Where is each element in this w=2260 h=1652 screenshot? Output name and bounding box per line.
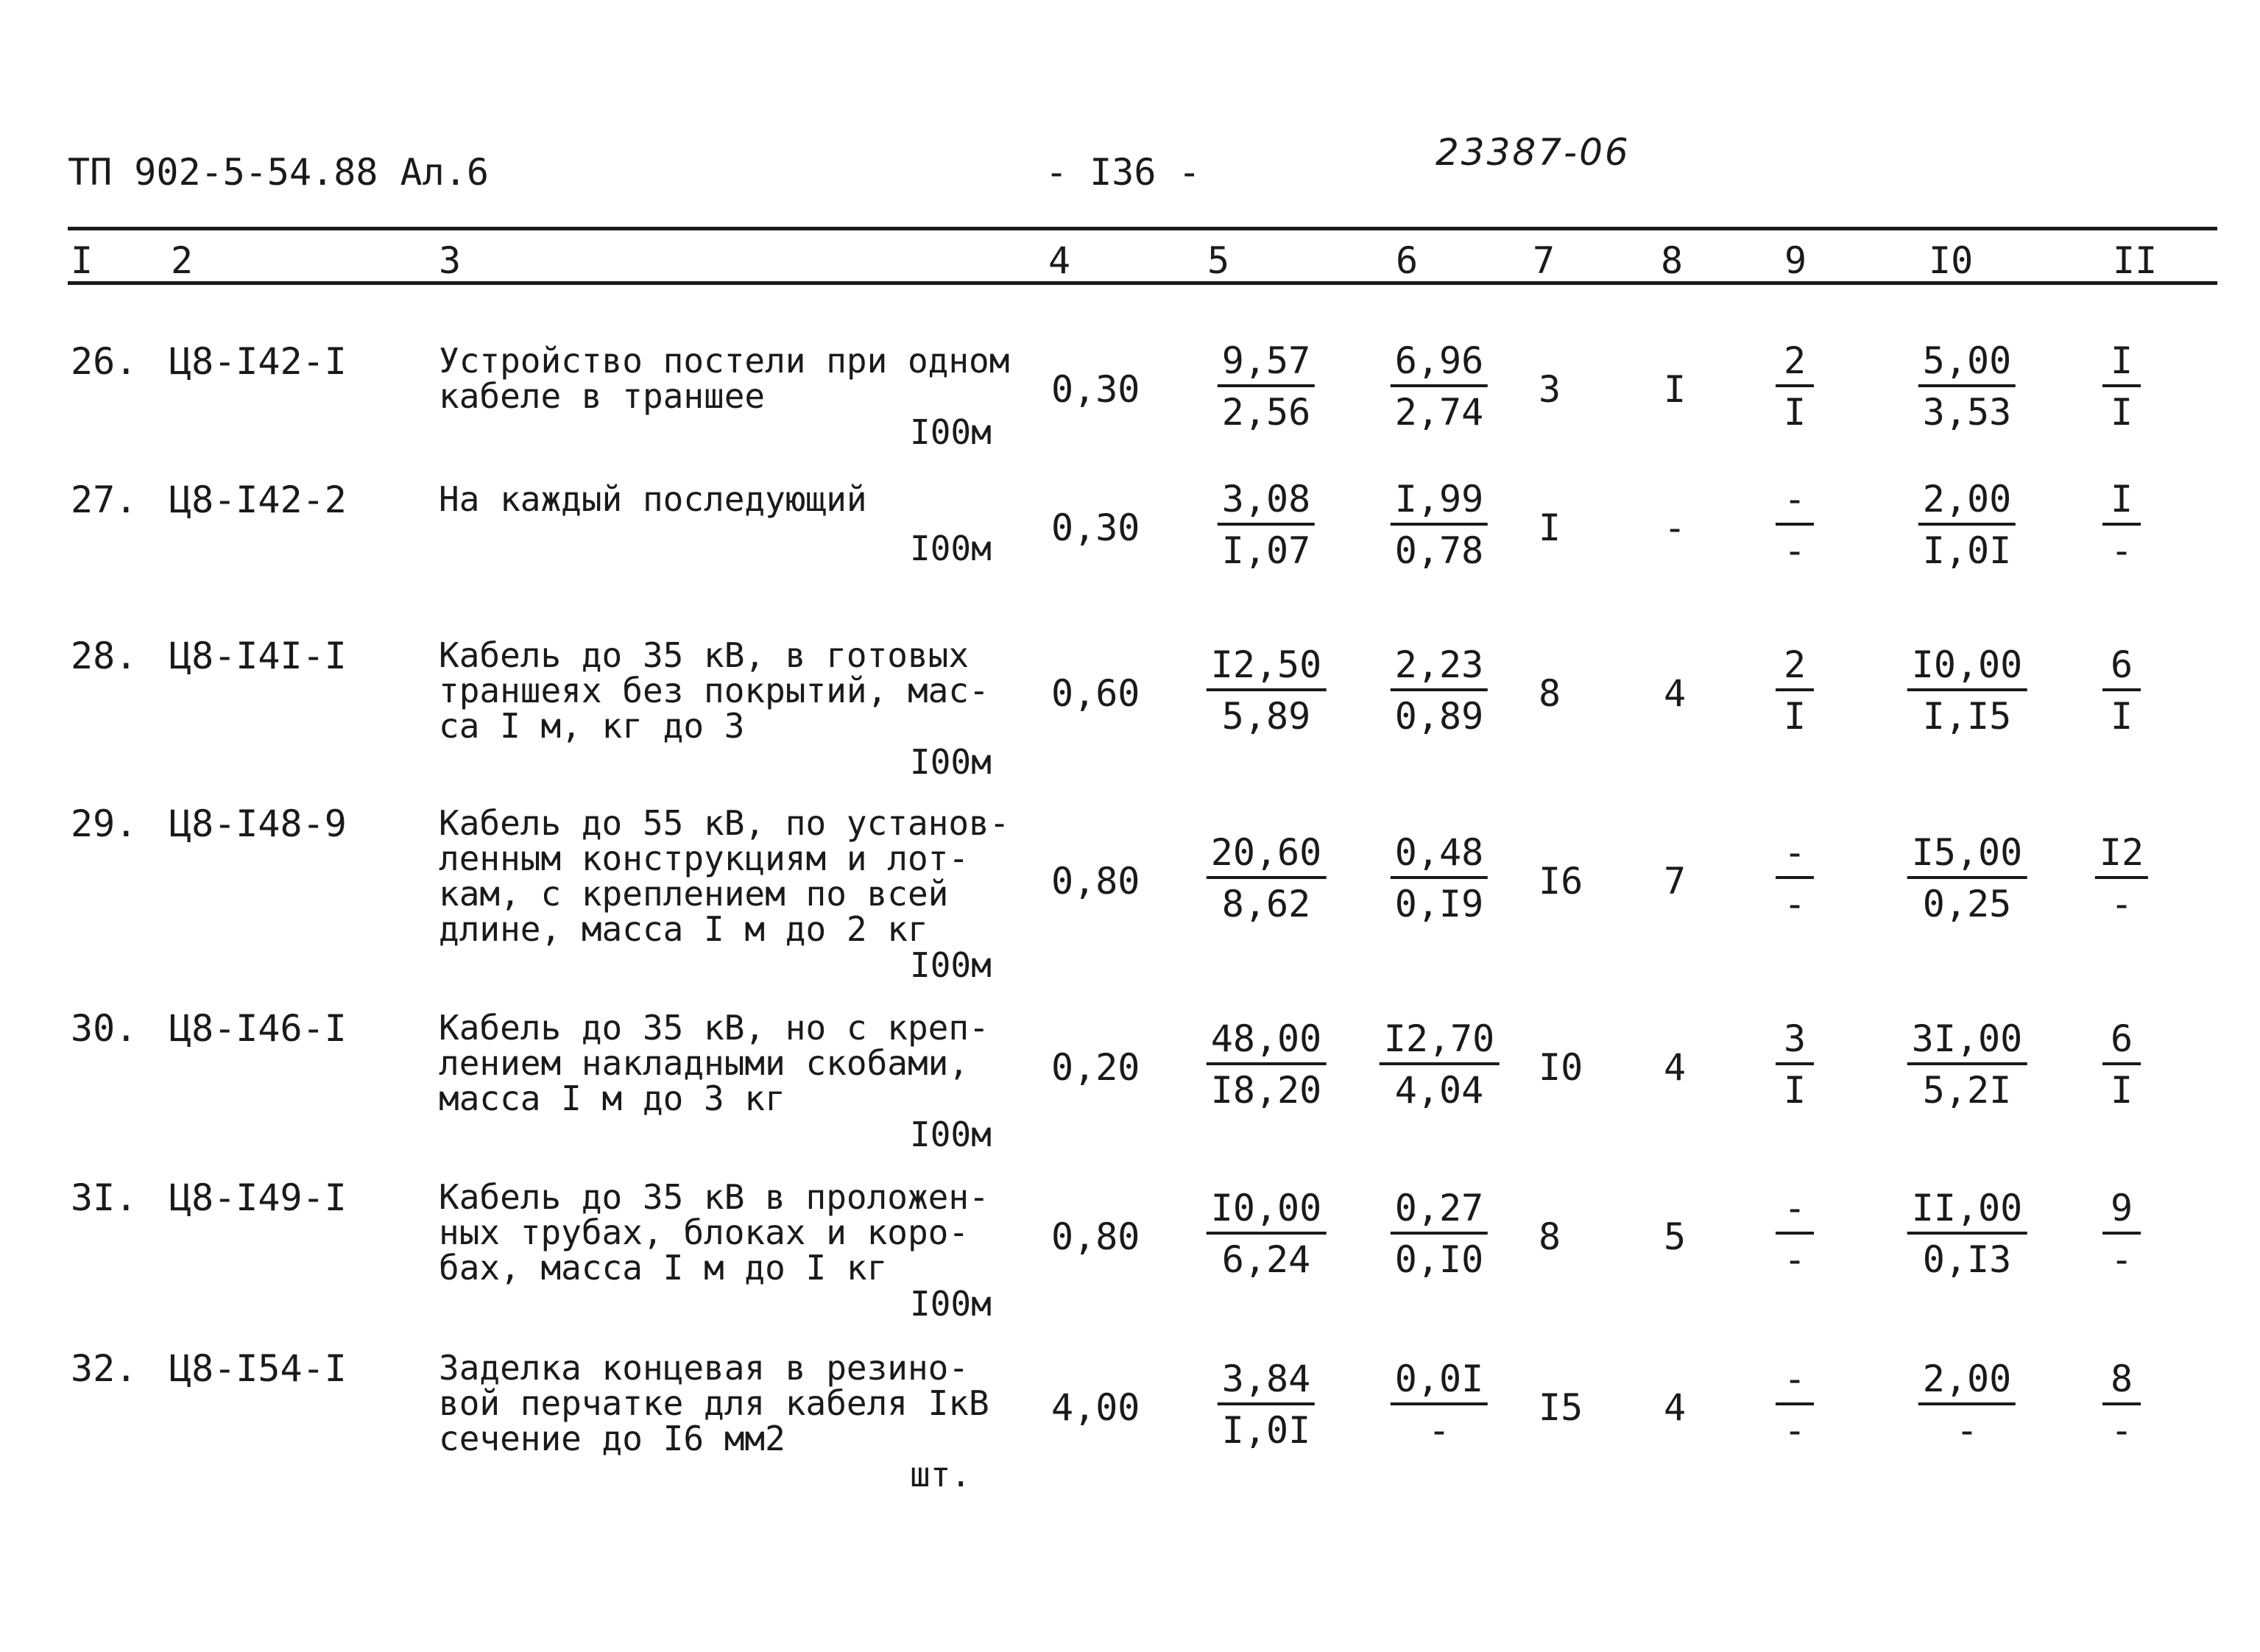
col10-fraction-bottom: I,I5 <box>1922 694 2012 738</box>
col9-fraction-top: - <box>1776 832 1814 879</box>
column-number: 6 <box>1396 239 1419 282</box>
rate-code: Ц8-I54-I <box>169 1347 347 1390</box>
col10-fraction-top: 2,00 <box>1918 1358 2016 1405</box>
column-number: 4 <box>1048 239 1071 282</box>
col6-fraction-bottom: - <box>1427 1409 1451 1452</box>
col5-fraction-top: 20,60 <box>1207 832 1327 879</box>
col7-value: I0 <box>1539 1046 1583 1089</box>
column-number: 3 <box>439 239 462 282</box>
col6-fraction <box>1391 479 1488 573</box>
col5-fraction <box>1218 340 1315 434</box>
col9-fraction <box>1776 1018 1814 1112</box>
row-number: 32. <box>71 1347 138 1390</box>
col6-fraction-top: I,99 <box>1391 479 1488 526</box>
rate-code: Ц8-I46-I <box>169 1007 347 1050</box>
unit-of-measure: I00м <box>910 529 992 568</box>
col6-fraction-bottom: 4,04 <box>1394 1069 1484 1112</box>
col6-fraction-top: 0,48 <box>1391 832 1488 879</box>
column-number: 8 <box>1661 239 1684 282</box>
col11-fraction <box>2102 1358 2141 1452</box>
col9-fraction-bottom: I <box>1783 1069 1807 1112</box>
rate-code: Ц8-I42-I <box>169 340 347 383</box>
col5-fraction-bottom: I,07 <box>1221 529 1311 572</box>
col11-fraction-top: I <box>2102 340 2141 387</box>
col11-fraction <box>2102 644 2141 738</box>
column-number: 7 <box>1533 239 1555 282</box>
work-description: Устройство постели при одном кабеле в траншее <box>439 341 1010 416</box>
col8-value: 4 <box>1664 671 1687 715</box>
col9-fraction-top: - <box>1776 1187 1814 1235</box>
col9-fraction-bottom: - <box>1783 529 1807 572</box>
col11-fraction-top: I <box>2102 479 2141 526</box>
col5-fraction-top: 48,00 <box>1207 1018 1327 1065</box>
col9-fraction-top: 2 <box>1776 340 1814 387</box>
col6-fraction-top: I2,70 <box>1380 1018 1500 1065</box>
col10-fraction-bottom: 3,53 <box>1922 391 2012 434</box>
col11-fraction-top: 6 <box>2102 644 2141 691</box>
row-number: 28. <box>71 635 138 677</box>
col10-fraction <box>1907 832 2027 926</box>
col5-fraction <box>1207 1018 1327 1112</box>
table-top-rule <box>68 227 2217 230</box>
col9-fraction <box>1776 832 1814 926</box>
handwritten-number: 23387-06 <box>1436 131 1631 174</box>
quantity: 0,80 <box>1051 1215 1140 1258</box>
col7-value: 3 <box>1539 368 1561 411</box>
col11-fraction-bottom: I <box>2110 1069 2133 1112</box>
col10-fraction-top: 3I,00 <box>1907 1018 2027 1065</box>
column-number: II <box>2113 239 2158 282</box>
col9-fraction-top: - <box>1776 1358 1814 1405</box>
col8-value: - <box>1664 506 1687 549</box>
col5-fraction <box>1207 1187 1327 1282</box>
rate-code: Ц8-I4I-I <box>169 635 347 677</box>
col6-fraction <box>1391 832 1488 926</box>
col5-fraction-bottom: 2,56 <box>1221 391 1311 434</box>
col10-fraction-top: I0,00 <box>1907 644 2027 691</box>
work-description: Кабель до 55 кВ, по установ- ленным конструкциям и лот- кам, с креплением по всей длине, масса I м до 2 кг <box>439 803 1010 949</box>
col10-fraction-bottom: 5,2I <box>1922 1069 2012 1112</box>
work-description: На каждый последующий <box>439 479 867 519</box>
col11-fraction-bottom: - <box>2110 529 2133 572</box>
col10-fraction <box>1918 1358 2016 1452</box>
col11-fraction-top: 9 <box>2102 1187 2141 1235</box>
col9-fraction-bottom: - <box>1783 1409 1807 1452</box>
col11-fraction <box>2102 479 2141 573</box>
col11-fraction <box>2102 340 2141 434</box>
unit-of-measure: шт. <box>910 1455 972 1494</box>
col10-fraction-bottom: - <box>1955 1409 1979 1452</box>
col6-fraction-top: 0,0I <box>1391 1358 1488 1405</box>
col7-value: I6 <box>1539 860 1583 903</box>
col6-fraction-bottom: 0,78 <box>1394 529 1484 572</box>
col6-fraction <box>1391 1358 1488 1452</box>
col10-fraction <box>1907 1187 2027 1282</box>
col10-fraction <box>1918 340 2016 434</box>
col8-value: 5 <box>1664 1215 1687 1258</box>
col10-fraction-top: I5,00 <box>1907 832 2027 879</box>
work-description: Заделка концевая в резино- вой перчатке для кабеля IкВ сечение до I6 мм2 <box>439 1348 989 1458</box>
column-number: I <box>71 239 93 282</box>
col5-fraction-top: 9,57 <box>1218 340 1315 387</box>
unit-of-measure: I00м <box>910 412 992 452</box>
quantity: 0,30 <box>1051 368 1140 411</box>
quantity: 0,20 <box>1051 1046 1140 1089</box>
work-description: Кабель до 35 кВ, в готовых траншеях без покрытий, мас- са I м, кг до 3 <box>439 635 989 746</box>
col8-value: 4 <box>1664 1386 1687 1429</box>
document-reference: ТП 902-5-54.88 Ал.6 <box>68 151 489 194</box>
col5-fraction-bottom: 6,24 <box>1221 1238 1311 1281</box>
page-number: - I36 - <box>1045 151 1201 194</box>
col6-fraction <box>1391 1187 1488 1282</box>
col5-fraction <box>1207 644 1327 738</box>
quantity: 0,80 <box>1051 860 1140 903</box>
col10-fraction <box>1918 479 2016 573</box>
col5-fraction-bottom: 8,62 <box>1221 883 1311 925</box>
col6-fraction <box>1391 340 1488 434</box>
col11-fraction-bottom: I <box>2110 694 2133 738</box>
col5-fraction <box>1207 832 1327 926</box>
col11-fraction-bottom: - <box>2110 1238 2133 1281</box>
row-number: 26. <box>71 340 138 383</box>
col10-fraction <box>1907 1018 2027 1112</box>
row-number: 3I. <box>71 1176 138 1219</box>
unit-of-measure: I00м <box>910 945 992 985</box>
col9-fraction <box>1776 479 1814 573</box>
col11-fraction-bottom: I <box>2110 391 2133 434</box>
col11-fraction-bottom: - <box>2110 883 2133 925</box>
col11-fraction-top: 6 <box>2102 1018 2141 1065</box>
col10-fraction-bottom: 0,I3 <box>1922 1238 2012 1281</box>
col9-fraction-top: 2 <box>1776 644 1814 691</box>
col5-fraction <box>1218 1358 1315 1452</box>
col10-fraction-bottom: I,0I <box>1922 529 2012 572</box>
col8-value: I <box>1664 368 1687 411</box>
col5-fraction-top: 3,84 <box>1218 1358 1315 1405</box>
col9-fraction <box>1776 340 1814 434</box>
col10-fraction <box>1907 644 2027 738</box>
table-header-rule <box>68 281 2217 285</box>
col11-fraction-bottom: - <box>2110 1409 2133 1452</box>
col11-fraction <box>2102 1187 2141 1282</box>
unit-of-measure: I00м <box>910 1284 992 1324</box>
work-description: Кабель до 35 кВ в проложен- ных трубах, блоках и коро- бах, масса I м до I кг <box>439 1177 989 1288</box>
col5-fraction-top: I2,50 <box>1207 644 1327 691</box>
unit-of-measure: I00м <box>910 1115 992 1154</box>
quantity: 4,00 <box>1051 1386 1140 1429</box>
col9-fraction-bottom: I <box>1783 694 1807 738</box>
col9-fraction <box>1776 1187 1814 1282</box>
col10-fraction-top: II,00 <box>1907 1187 2027 1235</box>
col8-value: 4 <box>1664 1046 1687 1089</box>
col7-value: I <box>1539 506 1561 549</box>
col6-fraction <box>1380 1018 1500 1112</box>
col6-fraction-bottom: 0,I9 <box>1394 883 1484 925</box>
col6-fraction-top: 0,27 <box>1391 1187 1488 1235</box>
col9-fraction <box>1776 644 1814 738</box>
col5-fraction-bottom: I8,20 <box>1210 1069 1322 1112</box>
col8-value: 7 <box>1664 860 1687 903</box>
col5-fraction-top: I0,00 <box>1207 1187 1327 1235</box>
row-number: 29. <box>71 802 138 845</box>
unit-of-measure: I00м <box>910 742 992 782</box>
rate-code: Ц8-I49-I <box>169 1176 347 1219</box>
col6-fraction-bottom: 0,89 <box>1394 694 1484 738</box>
col7-value: 8 <box>1539 1215 1561 1258</box>
col11-fraction-top: I2 <box>2095 832 2148 879</box>
quantity: 0,60 <box>1051 671 1140 715</box>
col9-fraction-top: - <box>1776 479 1814 526</box>
column-number: 2 <box>171 239 194 282</box>
col7-value: 8 <box>1539 671 1561 715</box>
column-number: 9 <box>1784 239 1807 282</box>
col6-fraction <box>1391 644 1488 738</box>
col11-fraction-top: 8 <box>2102 1358 2141 1405</box>
col6-fraction-top: 6,96 <box>1391 340 1488 387</box>
rate-code: Ц8-I42-2 <box>169 479 347 521</box>
col10-fraction-top: 5,00 <box>1918 340 2016 387</box>
col10-fraction-top: 2,00 <box>1918 479 2016 526</box>
work-description: Кабель до 35 кВ, но с креп- лением накладными скобами, масса I м до 3 кг <box>439 1008 989 1118</box>
col9-fraction-bottom: - <box>1783 883 1807 925</box>
column-number: 5 <box>1207 239 1230 282</box>
col7-value: I5 <box>1539 1386 1583 1429</box>
col9-fraction-top: 3 <box>1776 1018 1814 1065</box>
rate-code: Ц8-I48-9 <box>169 802 347 845</box>
col10-fraction-bottom: 0,25 <box>1922 883 2012 925</box>
col9-fraction-bottom: - <box>1783 1238 1807 1281</box>
row-number: 30. <box>71 1007 138 1050</box>
col11-fraction <box>2095 832 2148 926</box>
col6-fraction-top: 2,23 <box>1391 644 1488 691</box>
col9-fraction-bottom: I <box>1783 391 1807 434</box>
col5-fraction-bottom: 5,89 <box>1221 694 1311 738</box>
col5-fraction-bottom: I,0I <box>1221 1409 1311 1452</box>
col6-fraction-bottom: 0,I0 <box>1394 1238 1484 1281</box>
col9-fraction <box>1776 1358 1814 1452</box>
col5-fraction-top: 3,08 <box>1218 479 1315 526</box>
col6-fraction-bottom: 2,74 <box>1394 391 1484 434</box>
row-number: 27. <box>71 479 138 521</box>
col11-fraction <box>2102 1018 2141 1112</box>
quantity: 0,30 <box>1051 506 1140 549</box>
column-number: I0 <box>1929 239 1974 282</box>
col5-fraction <box>1218 479 1315 573</box>
